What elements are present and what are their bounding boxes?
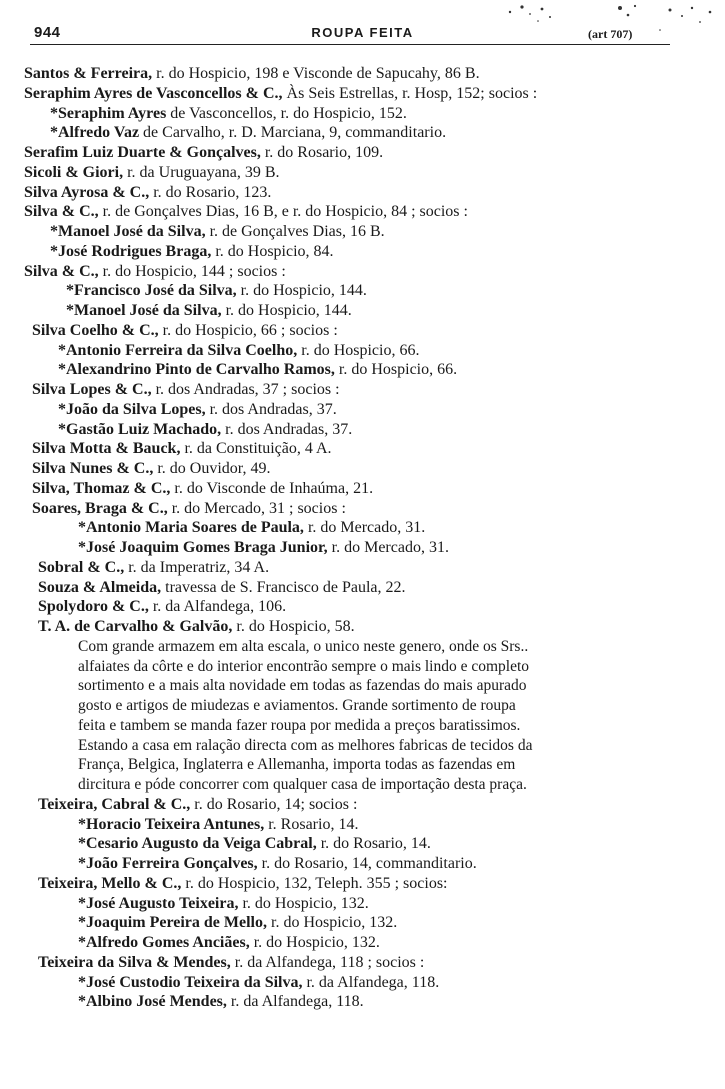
entry-line: Souza & Almeida, travessa de S. Francisco de Paula, 22. [38, 578, 406, 596]
entry-line: Serafim Luiz Duarte & Gonçalves, r. do Rosario, 109. [24, 144, 384, 161]
entry-line: Silva & C., r. do Hospicio, 144 ; socios : [24, 262, 286, 280]
ad-line: sortimento e a mais alta novidade em todas as fazendas do mais apurado [78, 677, 527, 695]
partner-line: *José Joaquim Gomes Braga Junior, r. do Mercado, 31. [78, 539, 449, 556]
partner-line: *Alexandrino Pinto de Carvalho Ramos, r. do Hospicio, 66. [58, 361, 458, 379]
partner-line: *Alfredo Gomes Anciães, r. do Hospicio, 132. [78, 934, 380, 951]
partner-line: *Joaquim Pereira de Mello, r. do Hospicio, 132. [78, 914, 398, 932]
ad-line: França, Belgica, Inglaterra e Allemanha, importa todas as fazendas em [78, 756, 516, 774]
partner-line: *José Rodrigues Braga, r. do Hospicio, 84. [50, 242, 334, 260]
article-reference: (art 707) [588, 27, 633, 41]
entry-line: Silva, Thomaz & C., r. do Visconde de Inhaúma, 21. [32, 479, 374, 497]
entry-line: Teixeira da Silva & Mendes, r. da Alfandega, 118 ; socios : [38, 953, 425, 971]
entry-line: Silva Coelho & C., r. do Hospicio, 66 ; socios : [32, 321, 338, 339]
partner-line: *Antonio Maria Soares de Paula, r. do Mercado, 31. [78, 519, 426, 537]
ad-line: Com grande armazem em alta escala, o unico neste genero, onde os Srs.. [78, 637, 529, 655]
ad-line: feita e tambem se manda fazer roupa por medida a preços baratissimos. [78, 716, 521, 734]
ad-line: Estando a casa em ralação directa com as melhores fabricas de tecidos da [78, 736, 533, 754]
partner-line: *João Ferreira Gonçalves, r. do Rosario, 14, commanditario. [78, 855, 477, 872]
entry-line: Teixeira, Mello & C., r. do Hospicio, 132, Teleph. 355 ; socios: [38, 874, 448, 892]
page-number: 944 [34, 24, 61, 41]
partner-line: *José Augusto Teixeira, r. do Hospicio, 132. [78, 894, 369, 912]
entry-line: T. A. de Carvalho & Galvão, r. do Hospicio, 58. [38, 618, 355, 635]
entry-line: Sicoli & Giori, r. da Uruguayana, 39 B. [24, 163, 280, 181]
directory-entries [0, 64, 725, 1012]
page-header [0, 0, 725, 50]
entry-line: Spolydoro & C., r. da Alfandega, 106. [38, 598, 287, 616]
partner-line: *Albino José Mendes, r. da Alfandega, 118. [78, 993, 364, 1011]
entry-line: Santos & Ferreira, r. do Hospicio, 198 e Visconde de Sapucahy, 86 B. [24, 65, 480, 82]
partner-line: *Horacio Teixeira Antunes, r. Rosario, 14. [78, 815, 359, 833]
partner-line: *José Custodio Teixeira da Silva, r. da Alfandega, 118. [78, 973, 440, 991]
entry-line: Silva Ayrosa & C., r. do Rosario, 123. [24, 183, 272, 201]
partner-line: *João da Silva Lopes, r. dos Andradas, 37. [58, 400, 337, 418]
ad-line: gosto e artigos de miudezas e aviamentos. Grande sortimento de roupa [78, 697, 516, 714]
partner-line: *Seraphim Ayres de Vasconcellos, r. do Hospicio, 152. [50, 104, 407, 122]
partner-line: *Francisco José da Silva, r. do Hospicio, 144. [66, 282, 367, 300]
entry-line: Silva Motta & Bauck, r. da Constituição, 4 A. [32, 440, 332, 458]
entry-line: Soares, Braga & C., r. do Mercado, 31 ; socios : [32, 499, 346, 517]
entry-line: Silva Nunes & C., r. do Ouvidor, 49. [32, 460, 271, 477]
entry-line: Silva & C., r. de Gonçalves Dias, 16 B, e r. do Hospicio, 84 ; socios : [24, 203, 468, 221]
partner-line: *Manoel José da Silva, r. de Gonçalves Dias, 16 B. [50, 223, 385, 240]
entry-line: Teixeira, Cabral & C., r. do Rosario, 14; socios : [38, 795, 358, 813]
ad-line: alfaiates da côrte e do interior encontrão sempre o mais lindo e completo [78, 657, 530, 675]
partner-line: *Alfredo Vaz de Carvalho, r. D. Marciana, 9, commanditario. [50, 124, 447, 142]
advertisement-paragraph [0, 637, 725, 795]
entry-line: Seraphim Ayres de Vasconcellos & C., Às Seis Estrellas, r. Hosp, 152; socios : [24, 84, 538, 102]
running-title: ROUPA FEITA [311, 25, 414, 40]
partner-line: *Manoel José da Silva, r. do Hospicio, 144. [66, 302, 352, 319]
ink-specks [470, 0, 720, 45]
entry-line: Silva Lopes & C., r. dos Andradas, 37 ; socios : [32, 381, 340, 398]
ad-line: dircitura e póde concorrer com qualquer casa de importação desta praça. [78, 776, 527, 793]
partner-line: *Cesario Augusto da Veiga Cabral, r. do Rosario, 14. [78, 835, 431, 853]
partner-line: *Antonio Ferreira da Silva Coelho, r. do Hospicio, 66. [58, 341, 420, 359]
entry-line: Sobral & C., r. da Imperatriz, 34 A. [38, 558, 270, 576]
partner-line: *Gastão Luiz Machado, r. dos Andradas, 37. [58, 420, 353, 438]
